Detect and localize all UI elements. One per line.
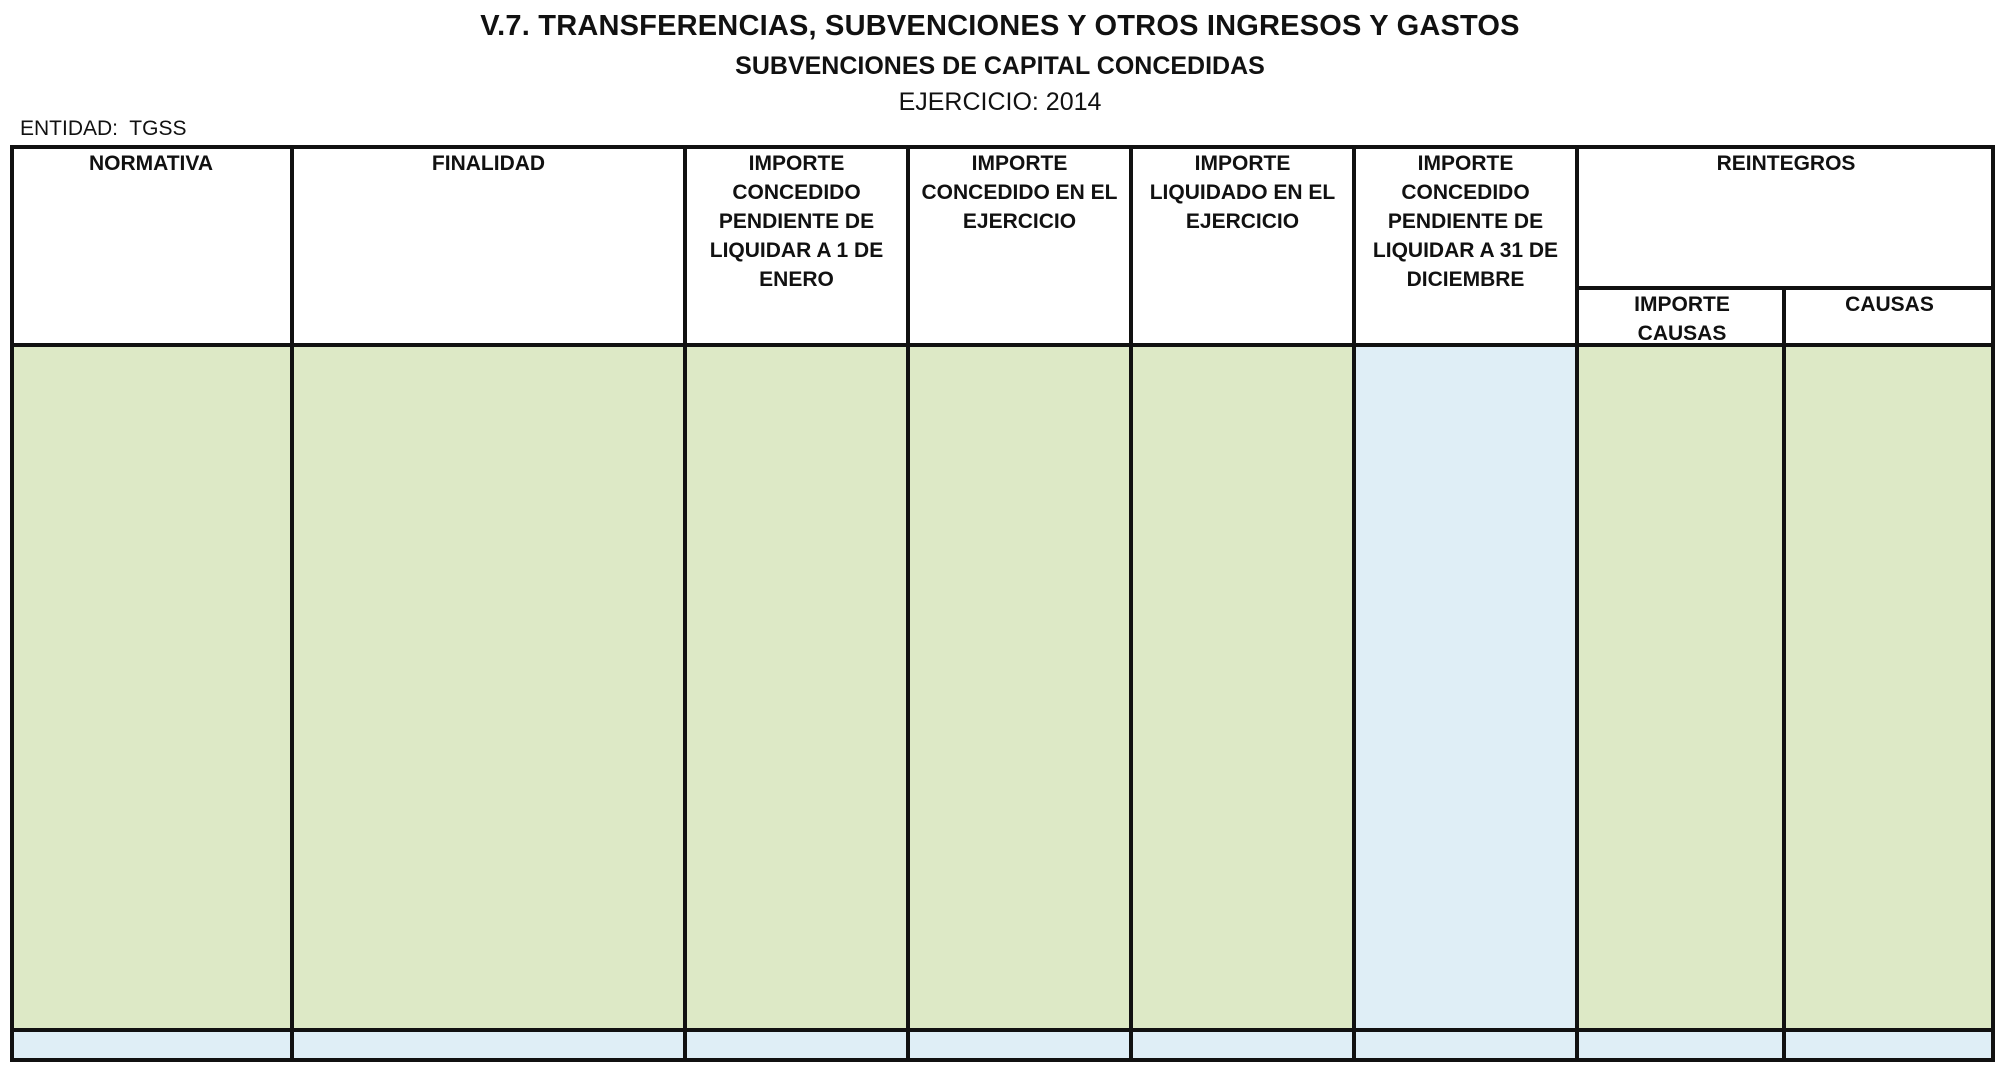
cell-reintegros-causas[interactable] xyxy=(1784,345,1995,1030)
cell-reintegros-importe[interactable] xyxy=(1577,345,1784,1030)
header-finalidad: FINALIDAD xyxy=(431,152,546,175)
page-subtitle: SUBVENCIONES DE CAPITAL CONCEDIDAS xyxy=(735,52,1265,80)
header-pendiente-fin: IMPORTE CONCEDIDO PENDIENTE DE LIQUIDAR A 31 DE DICIEMBRE xyxy=(1372,152,1559,291)
cell-liquidado[interactable] xyxy=(1131,345,1354,1030)
page-title: V.7. TRANSFERENCIAS, SUBVENCIONES Y OTROS INGRESOS Y GASTOS xyxy=(480,10,1520,42)
header-concedido: IMPORTE CONCEDIDO EN EL EJERCICIO xyxy=(921,152,1118,233)
table-grid xyxy=(10,145,1995,1062)
subsidies-table xyxy=(10,145,1995,1062)
cell-pendiente-fin xyxy=(1354,345,1577,1030)
exercise-year: EJERCICIO: 2014 xyxy=(898,88,1102,116)
total-row xyxy=(10,1030,1995,1062)
cell-concedido[interactable] xyxy=(908,345,1131,1030)
header-liquidado: IMPORTE LIQUIDADO EN EL EJERCICIO xyxy=(1149,152,1336,233)
cell-normativa[interactable] xyxy=(10,345,292,1030)
header-pendiente-inicio: IMPORTE CONCEDIDO PENDIENTE DE LIQUIDAR A 1 DE ENERO xyxy=(709,152,884,291)
header-normativa: NORMATIVA xyxy=(88,152,214,175)
cell-pendiente-inicio[interactable] xyxy=(685,345,908,1030)
header-reintegros-importe: IMPORTE CAUSAS xyxy=(1634,293,1730,345)
cell-finalidad[interactable] xyxy=(292,345,685,1030)
entity-label: ENTIDAD: TGSS xyxy=(20,117,187,140)
header-reintegros-causas: CAUSAS xyxy=(1845,293,1934,316)
header-reintegros: REINTEGROS xyxy=(1716,152,1856,175)
